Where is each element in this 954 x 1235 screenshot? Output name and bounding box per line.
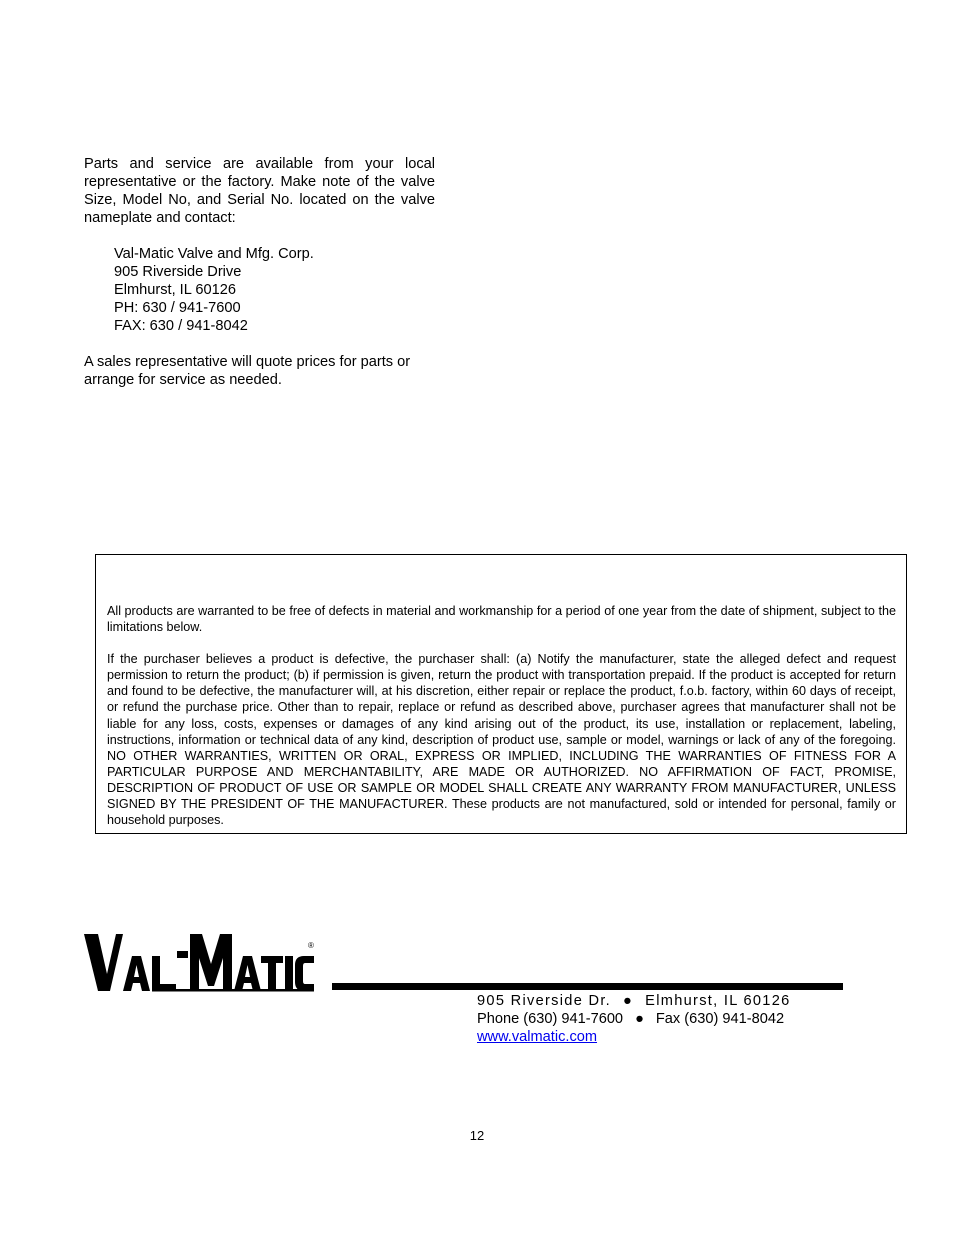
footer-city: Elmhurst, IL 60126: [645, 993, 791, 1009]
bullet-separator: ●: [623, 993, 634, 1009]
parts-intro-text: Parts and service are available from your local representative or the factory. Make note of the valve Size, Model No, and Serial No. located on the valve nameplate and contact:: [84, 156, 435, 226]
warranty-box: [95, 554, 907, 834]
registered-mark: ®: [308, 941, 314, 950]
sales-note-text: A sales representative will quote prices for parts or arrange for service as needed.: [84, 354, 411, 388]
address-line: 905 Riverside Drive: [114, 264, 242, 280]
address-line: Val-Matic Valve and Mfg. Corp.: [114, 246, 314, 262]
warranty-paragraph: If the purchaser believes a product is defective, the purchaser shall: (a) Notify the manufacturer, state the alleged defect and request permission to return the product; (b) if permission is given, return the product with transportation prepaid. If the product is accepted for return and found to be defective, the manufacturer will, at his discretion, either repair or replace the product, f.o.b. factory, within 60 days of receipt, or refund the purchase price. Other than to repair, replace or refund as described above, purchaser agrees that manufacturer shall not be liable for any loss, costs, expenses or damages of any kind arising out of the product, its use, installation or replacement, labeling, instructions, information or technical data of any kind, description of product use, sample or model, warnings or lack of any of the foregoing. NO OTHER WARRANTIES, WRITTEN OR ORAL, EXPRESS OR IMPLIED, INCLUDING THE WARRANTIES OF FITNESS FOR A PARTICULAR PURPOSE AND MERCHANTABILITY, ARE MADE OR AUTHORIZED. NO AFFIRMATION OF FACT, PROMISE, DESCRIPTION OF PRODUCT OF USE OR SAMPLE OR MODEL SHALL CREATE ANY WARRANTY FROM MANUFACTURER, UNLESS SIGNED BY THE PRESIDENT OF THE MANUFACTURER. These products are not manufactured, sold or intended for personal, family or household purposes.: [107, 652, 896, 828]
warranty-paragraph: All products are warranted to be free of defects in material and workmanship for a period of one year from the date of shipment, subject to the limitations below.: [107, 604, 896, 635]
footer-phone-line: [477, 1010, 791, 1028]
address-line: Elmhurst, IL 60126: [114, 282, 236, 298]
val-matic-logo: [83, 934, 315, 992]
footer-street: 905 Riverside Dr.: [477, 993, 612, 1009]
footer-divider: [332, 983, 843, 990]
page-number: 12: [469, 1128, 485, 1143]
website-link[interactable]: www.valmatic.com: [477, 1029, 598, 1045]
footer-contact: [477, 992, 791, 1046]
address-line: FAX: 630 / 941-8042: [114, 318, 248, 334]
parts-service-section: [84, 155, 435, 389]
bullet-separator: ●: [635, 1011, 644, 1027]
footer-phone: Phone (630) 941-7600: [477, 1011, 624, 1027]
footer-fax: Fax (630) 941-8042: [655, 1011, 785, 1027]
factory-address: [114, 245, 435, 335]
address-line: PH: 630 / 941-7600: [114, 300, 241, 316]
footer-address-line: [477, 992, 791, 1010]
